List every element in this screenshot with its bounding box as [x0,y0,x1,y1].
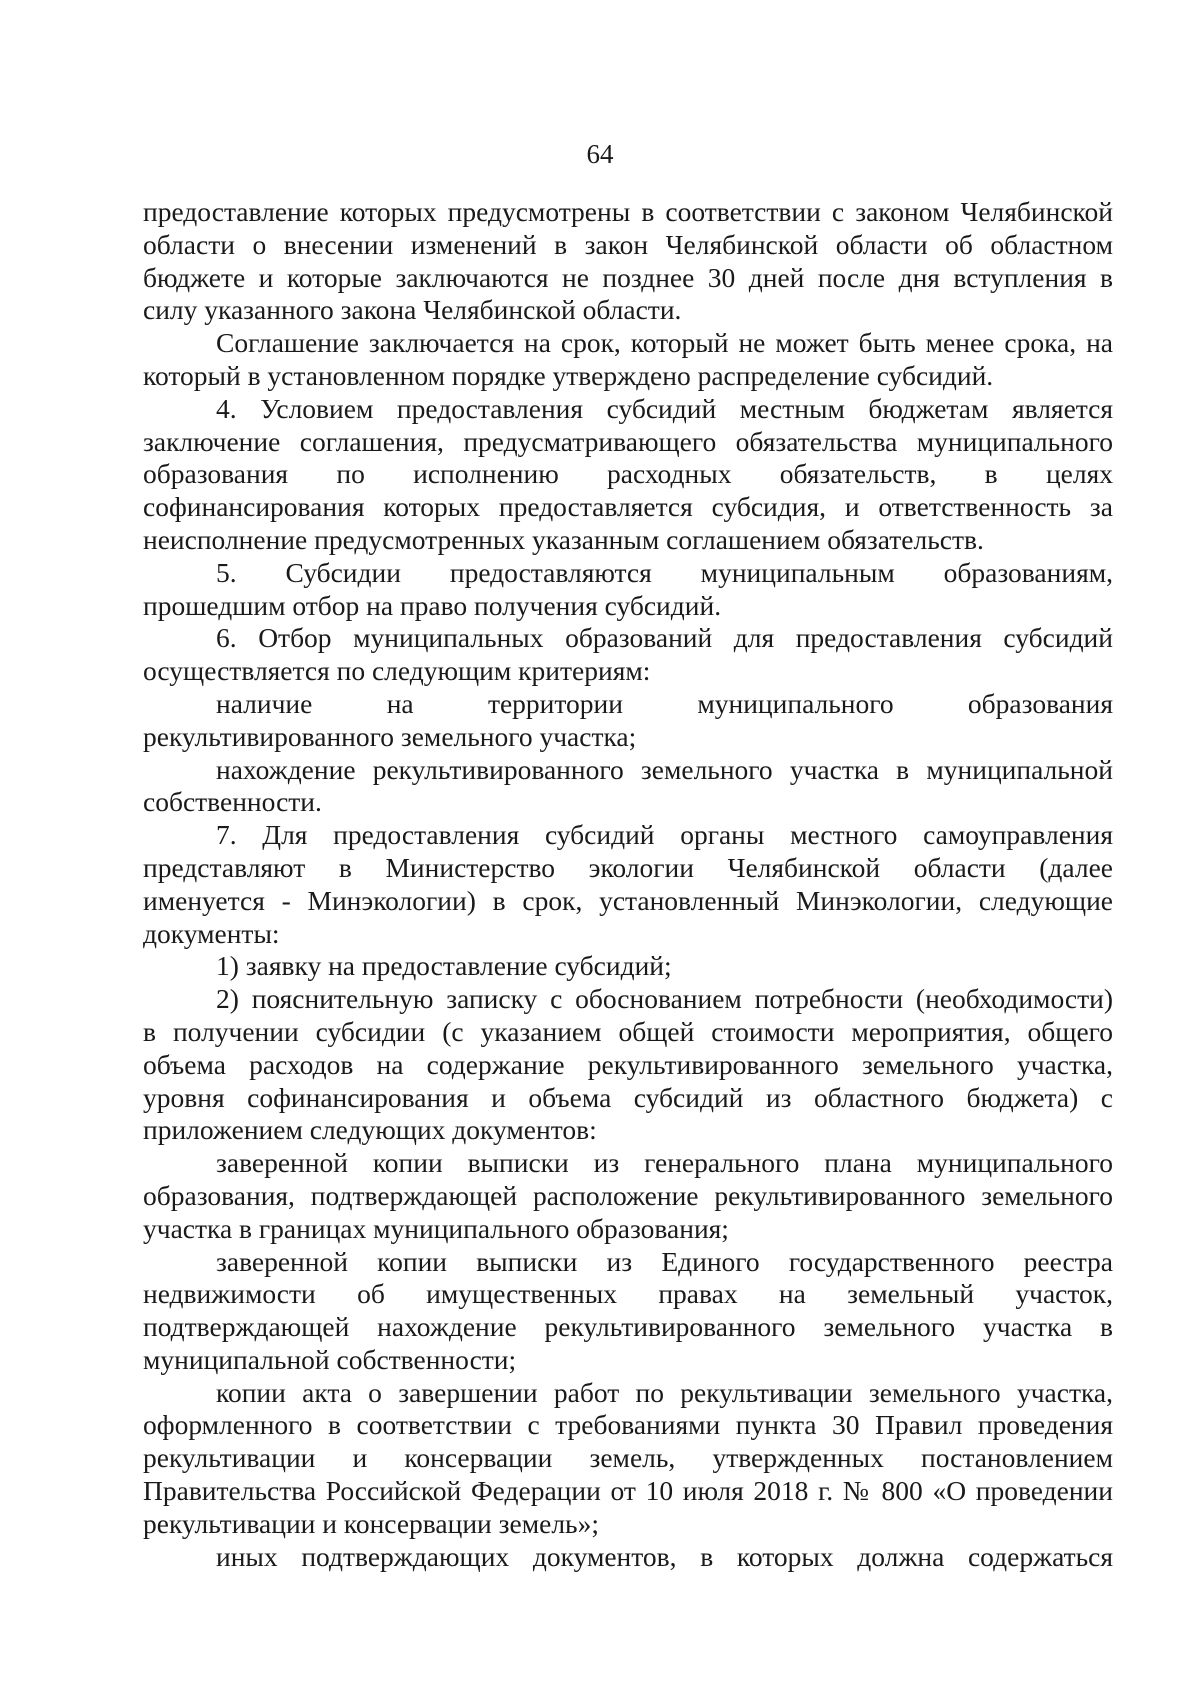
page-number: 64 [586,139,614,169]
text-line: копии акта о завершении работ по рекультивации земельного участка, [216,1376,1113,1408]
text-line: 1) заявку на предоставление субсидий; [216,950,672,982]
text-line: силу указанного закона Челябинской области. [143,294,682,326]
text-line: заключение соглашения, предусматривающего обязательства муниципального [143,425,1113,457]
text-line: приложением следующих документов: [143,1114,597,1146]
text-line: уровня софинансирования и объема субсидий из областного бюджета) с [143,1081,1113,1113]
text-line: области о внесении изменений в закон Челябинской области об областном [143,228,1113,260]
text-line: нахождение рекультивированного земельного участка в муниципальной [216,753,1113,785]
text-line: Правительства Российской Федерации от 10 июля 2018 г. № 800 «О проведении [143,1475,1113,1507]
text-line: Соглашение заключается на срок, который не может быть менее срока, на [216,327,1113,359]
text-line: собственности. [143,786,322,818]
text-line: рекультивации и консервации земель, утвержденных постановлением [143,1442,1113,1474]
text-line: прошедшим отбор на право получения субсидий. [143,589,722,621]
text-line: 7. Для предоставления субсидий органы местного самоуправления [216,819,1113,851]
text-line: документы: [143,917,280,949]
text-line: 6. Отбор муниципальных образований для предоставления субсидий [216,622,1113,654]
document-body [143,196,1113,1573]
text-line: заверенной копии выписки из Единого государственного реестра [216,1245,1113,1277]
text-line: объема расходов на содержание рекультивированного земельного участка, [143,1048,1113,1080]
text-line: заверенной копии выписки из генерального плана муниципального [216,1147,1113,1179]
text-line: осуществляется по следующим критериям: [143,655,651,687]
text-line: недвижимости об имущественных правах на земельный участок, [143,1278,1113,1310]
text-line: в получении субсидии (с указанием общей стоимости мероприятия, общего [143,1015,1113,1047]
text-line: бюджете и которые заключаются не позднее 30 дней после дня вступления в [143,261,1113,293]
text-line: участка в границах муниципального образования; [143,1212,729,1244]
text-line: представляют в Министерство экологии Челябинской области (далее [143,851,1113,883]
text-line: оформленного в соответствии с требованиями пункта 30 Правил проведения [143,1409,1113,1441]
text-line: подтверждающей нахождение рекультивированного земельного участка в [143,1311,1113,1343]
text-line: рекультивации и консервации земель»; [143,1507,599,1539]
text-line: рекультивированного земельного участка; [143,720,637,752]
text-line: образования по исполнению расходных обязательств, в целях [143,458,1113,490]
text-line: муниципальной собственности; [143,1343,517,1375]
text-line: который в установленном порядке утверждено распределение субсидий. [143,359,994,391]
text-line: именуется - Минэкологии) в срок, установленный Минэкологии, следующие [143,884,1113,916]
text-line: неисполнение предусмотренных указанным соглашением обязательств. [143,523,984,555]
text-line: иных подтверждающих документов, в которых должна содержаться [216,1540,1113,1572]
text-line: 5. Субсидии предоставляются муниципальным образованиям, [216,556,1113,588]
text-line: наличие на территории муниципального образования [216,687,1113,719]
text-line: 4. Условием предоставления субсидий местным бюджетам является [216,392,1113,424]
text-line: 2) пояснительную записку с обоснованием потребности (необходимости) [216,983,1113,1015]
text-line: софинансирования которых предоставляется субсидия, и ответственность за [143,491,1113,523]
text-line: предоставление которых предусмотрены в соответствии с законом Челябинской [143,196,1113,227]
text-line: образования, подтверждающей расположение рекультивированного земельного [143,1179,1113,1211]
